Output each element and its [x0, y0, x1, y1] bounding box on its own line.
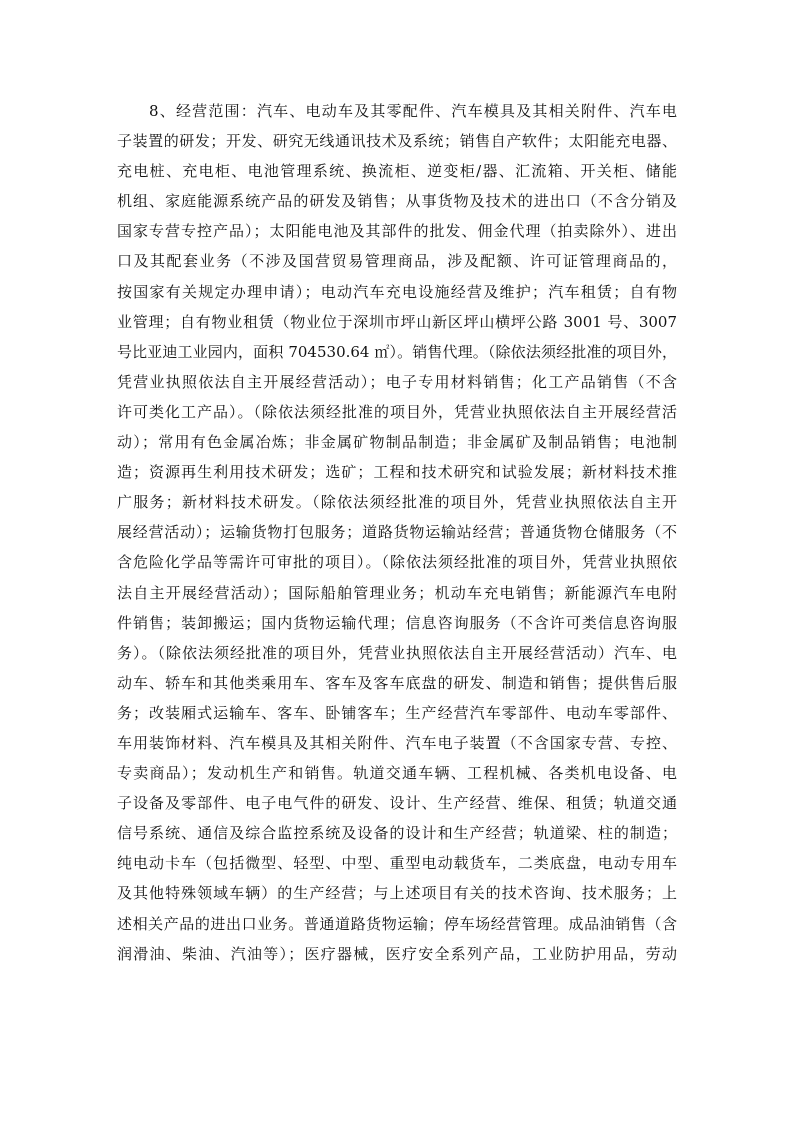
paragraph-line: 述相关产品的进出口业务。普通道路货物运输；停车场经营管理。成品油销售（含: [117, 914, 677, 933]
paragraph-line: 法自主开展经营活动）；国际船舶管理业务；机动车充电销售；新能源汽车电附: [117, 583, 677, 602]
paragraph-line: 号比亚迪工业园内，面积 704530.64 ㎡）。销售代理。（除依法须经批准的项目外，: [117, 342, 677, 361]
business-scope-paragraph: [117, 96, 677, 969]
paragraph-line: 动车、轿车和其他类乘用车、客车及客车底盘的研发、制造和销售；提供售后服: [117, 673, 677, 692]
paragraph-line: 含危险化学品等需许可审批的项目）。（除依法须经批准的项目外，凭营业执照依: [117, 553, 677, 572]
paragraph-line: 务；改装厢式运输车、客车、卧铺客车；生产经营汽车零部件、电动车零部件、: [117, 703, 677, 722]
paragraph-line: 子设备及零部件、电子电气件的研发、设计、生产经营、维保、租赁；轨道交通: [117, 794, 677, 813]
paragraph-line: 凭营业执照依法自主开展经营活动）；电子专用材料销售；化工产品销售（不含: [117, 372, 677, 391]
paragraph-line: 专卖商品）；发动机生产和销售。轨道交通车辆、工程机械、各类机电设备、电: [117, 764, 677, 783]
paragraph-line: 车用装饰材料、汽车模具及其相关附件、汽车电子装置（不含国家专营、专控、: [117, 733, 677, 752]
paragraph-line: 动）；常用有色金属冶炼；非金属矿物制品制造；非金属矿及制品销售；电池制: [117, 433, 677, 452]
paragraph-line: 充电桩、充电柜、电池管理系统、换流柜、逆变柜/器、汇流箱、开关柜、储能: [117, 162, 677, 181]
paragraph-line: 子装置的研发；开发、研究无线通讯技术及系统；销售自产软件；太阳能充电器、: [117, 132, 677, 151]
paragraph-line: 国家专营专控产品）；太阳能电池及其部件的批发、佣金代理（拍卖除外）、进出: [117, 222, 677, 241]
paragraph-line: 业管理；自有物业租赁（物业位于深圳市坪山新区坪山横坪公路 3001 号、3007: [117, 312, 677, 331]
paragraph-line: 造；资源再生利用技术研发；选矿；工程和技术研究和试验发展；新材料技术推: [117, 463, 677, 482]
paragraph-line: 润滑油、柴油、汽油等）；医疗器械，医疗安全系列产品，工业防护用品，劳动: [117, 944, 677, 963]
paragraph-line: 广服务；新材料技术研发。（除依法须经批准的项目外，凭营业执照依法自主开: [117, 493, 677, 512]
paragraph-line: 展经营活动）；运输货物打包服务；道路货物运输站经营；普通货物仓储服务（不: [117, 523, 677, 542]
paragraph-line: 纯电动卡车（包括微型、轻型、中型、重型电动载货车，二类底盘，电动专用车: [117, 854, 677, 873]
paragraph-line: 机组、家庭能源系统产品的研发及销售；从事货物及技术的进出口（不含分销及: [117, 192, 677, 211]
paragraph-line: 许可类化工产品）。（除依法须经批准的项目外，凭营业执照依法自主开展经营活: [117, 402, 677, 421]
paragraph-line: 务）。（除依法须经批准的项目外，凭营业执照依法自主开展经营活动）汽车、电: [117, 643, 677, 662]
paragraph-line: 及其他特殊领域车辆）的生产经营；与上述项目有关的技术咨询、技术服务；上: [117, 884, 677, 903]
paragraph-line: 信号系统、通信及综合监控系统及设备的设计和生产经营；轨道梁、柱的制造；: [117, 824, 677, 843]
paragraph-line: 8、经营范围：汽车、电动车及其零配件、汽车模具及其相关附件、汽车电: [149, 102, 677, 120]
paragraph-line: 按国家有关规定办理申请）；电动汽车充电设施经营及维护；汽车租赁；自有物: [117, 282, 677, 301]
paragraph-line: 口及其配套业务（不涉及国营贸易管理商品，涉及配额、许可证管理商品的，: [117, 252, 677, 271]
paragraph-line: 件销售；装卸搬运；国内货物运输代理；信息咨询服务（不含许可类信息咨询服: [117, 613, 677, 632]
